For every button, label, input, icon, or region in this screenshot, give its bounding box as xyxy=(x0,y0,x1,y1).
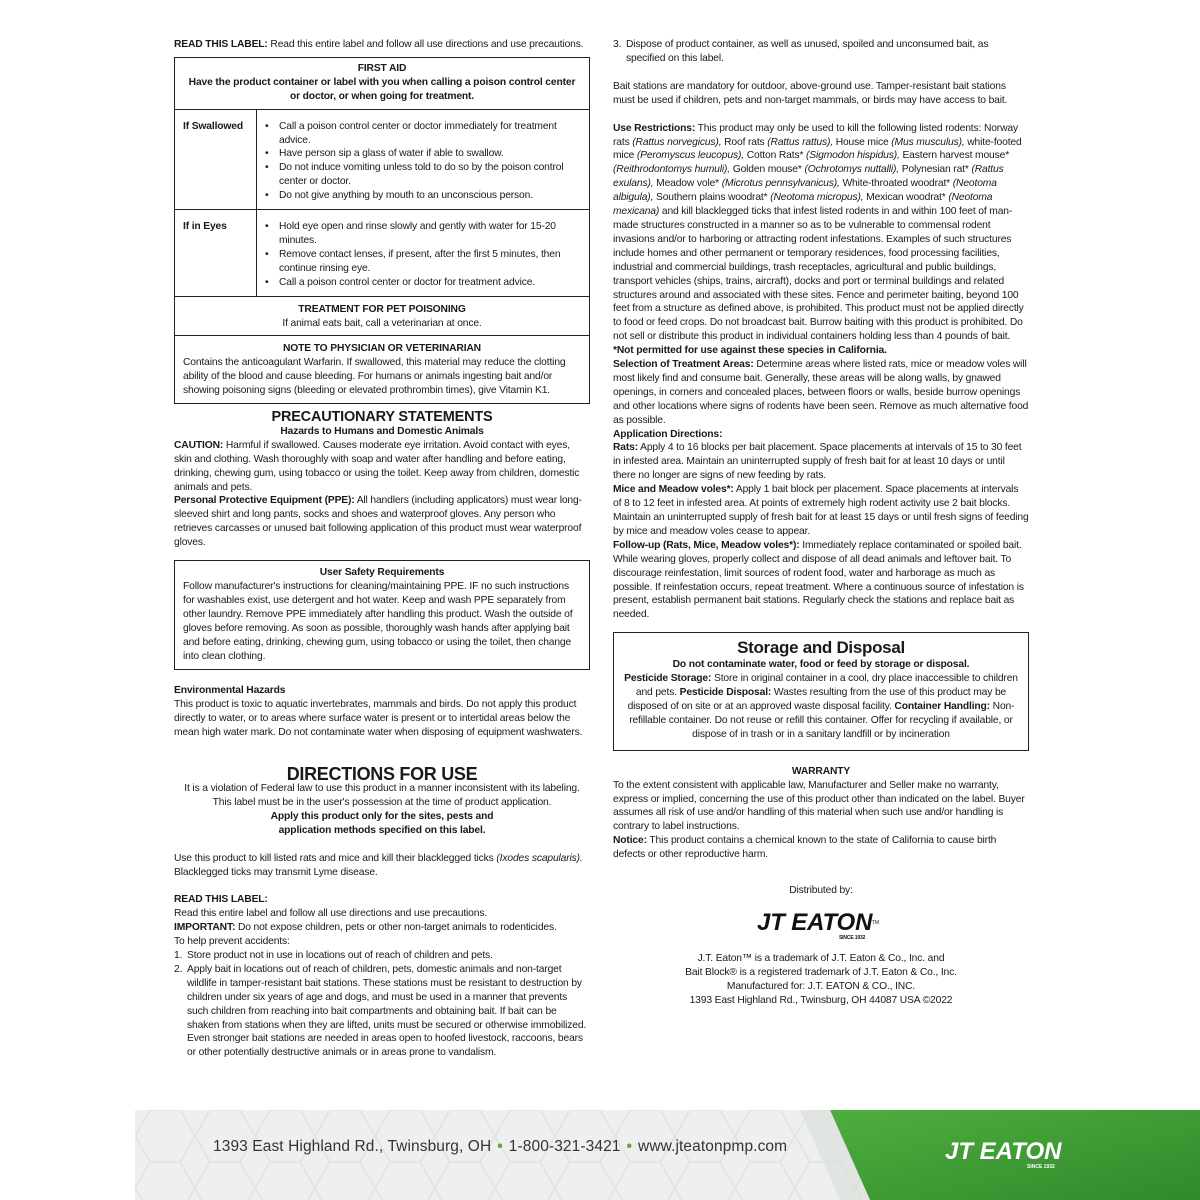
eyes-label: If in Eyes xyxy=(175,210,257,296)
env-hazards-text: This product is toxic to aquatic invertebrates, mammals and birds. Do not apply this product directly to water, or to areas where surface water is present or to intertidal areas below the mean high water mark. Do not contaminate water when disposing of equipment washwaters. xyxy=(174,699,583,739)
first-aid-title: FIRST AID xyxy=(357,62,407,74)
storage-disposal-title: Storage and Disposal xyxy=(737,638,905,658)
restriction-text: Cotton Rats* xyxy=(744,150,807,162)
list-item: 1. Store product not in use in locations out of reach of children and pets. xyxy=(174,950,493,962)
application-directions-heading: Application Directions: xyxy=(613,428,723,440)
list-item: • Call a poison control center or doctor immediately for treatment advice. xyxy=(263,120,581,148)
bullet-icon: • xyxy=(626,1138,633,1155)
first-aid-swallowed-row xyxy=(175,110,589,210)
restriction-text: This product may only be used to kill the following listed rodents: Norway rats xyxy=(613,122,1018,148)
footer-bar xyxy=(135,1110,1200,1200)
pet-poisoning-section xyxy=(175,297,589,337)
directions-title: DIRECTIONS FOR USE xyxy=(286,764,478,785)
restriction-text: Mexican woodrat* xyxy=(863,192,949,204)
important-paragraph: IMPORTANT: Do not expose children, pets or other non-target animals to rodenticides. xyxy=(174,922,557,934)
precautionary-title: PRECAUTIONARY STATEMENTS xyxy=(271,409,493,426)
species-name: (Microtus pennsylvanicus), xyxy=(721,178,840,190)
directions-bold-1: Apply this product only for the sites, pests and xyxy=(270,810,494,822)
directions-bold-2: application methods specified on this label. xyxy=(278,824,486,836)
use-paragraph: Use this product to kill listed rats and mice and kill their blacklegged ticks (Ixodes scapularis). Blacklegged ticks may transmit Lyme disease. xyxy=(174,852,583,878)
physician-note-title: NOTE TO PHYSICIAN OR VETERINARIAN xyxy=(283,343,481,355)
species-name: (Peromyscus leucopus), xyxy=(636,150,745,162)
jt-eaton-logo xyxy=(751,906,891,946)
species-name: (Mus musculus), xyxy=(891,136,965,148)
footer-phone[interactable]: 1-800-321-3421 xyxy=(508,1138,621,1155)
rats-paragraph: Rats: Apply 4 to 16 blocks per bait placement. Space placements at intervals of 15 to 30 feet in infested area. Maintain an uninterrupted supply of fresh bait for at least 10 days or until there no longer are signs of new feeding by rats. xyxy=(613,442,1022,482)
restriction-text: and kill blacklegged ticks that infest listed rodents in and within 100 feet of man-made structures constructed in a manner so as to be vulnerable to commensal rodent invasions and/or to harboring or attracting rodent infestations. Examples of such structures include homes and other permanent or temporary residences, food processing facilities, industrial and commercial buildings, trash receptacles, agricultural and public buildings, transport vehicles (ships, trains, aircraft), docks and port or terminal buildings and related structures around and associated with these sites. Fence and perimeter baiting, beyond 100 feet from a structure as defined above, is prohibited. This product must not be applied directly to food or feed crops. Do not broadcast bait. Burrow baiting with this product is prohibited. Do not sell or distribute this product in individual containers holding less than 4 pounds of bait. xyxy=(613,206,1024,343)
manufactured-for: Manufactured for: J.T. EATON & CO., INC. xyxy=(726,980,916,992)
warranty-title: WARRANTY xyxy=(791,765,851,777)
precautionary-subtitle: Hazards to Humans and Domestic Animals xyxy=(280,425,484,437)
prevent-accidents: To help prevent accidents: xyxy=(174,936,290,948)
restriction-text: Eastern harvest mouse* xyxy=(899,150,1010,162)
ppe-paragraph: Personal Protective Equipment (PPE): All handlers (including applicators) must wear long-sleeved shirt and long pants, socks and shoes and waterproof gloves. Any person who retrieves carcasses or unused bait following application of this product must wear waterproof gloves. xyxy=(174,495,582,549)
mice-paragraph: Mice and Meadow voles*: Apply 1 bait block per placement. Space placements at intervals of 8 to 12 feet in infested area. At points of extremely high rodent activity use 2 bait blocks. Maintain an uninterrupted supply of fresh bait for at least 15 days or until fresh signs of feeding by mice and meadow voles cease to appear. xyxy=(613,484,1029,537)
user-safety-box xyxy=(174,560,590,670)
footer-logo-wordmark: JT EATON xyxy=(945,1138,1062,1165)
restriction-text: Golden mouse* xyxy=(730,164,805,176)
species-name: (Rattus norvegicus), xyxy=(632,136,722,148)
accident-list xyxy=(174,949,590,1060)
restriction-text: House mice xyxy=(832,136,892,148)
first-aid-header xyxy=(175,58,589,110)
restriction-text: White-throated woodrat* xyxy=(839,178,953,190)
restriction-text: Southern plains woodrat* xyxy=(653,192,771,204)
physician-note-section xyxy=(175,336,589,403)
pet-poisoning-text: If animal eats bait, call a veterinarian at once. xyxy=(282,317,482,329)
footer-logo-since: SINCE 1932 xyxy=(1027,1164,1055,1170)
logo-wordmark: JT EATON xyxy=(757,908,873,936)
physician-note-text: Contains the anticoagulant Warfarin. If swallowed, this material may reduce the clotting ability of the blood and cause bleeding. For humans or animals ingesting bait and/or showing poisoning signs (bleeding or elevated prothrombin times), give Vitamin K1. xyxy=(183,357,566,397)
directions-line-1: It is a violation of Federal law to use this product in a manner inconsistent with its labeling. xyxy=(184,782,580,794)
restriction-text: Roof rats xyxy=(721,136,768,148)
distributed-by: Distributed by: xyxy=(789,885,853,897)
left-column xyxy=(174,38,590,1060)
footer-contact xyxy=(213,1138,787,1156)
selection-paragraph: Selection of Treatment Areas: Determine areas where listed rats, mice or meadow voles will most likely find and consume bait. Generally, these areas will be along walls, by gnawed openings, in corners and concealed places, between floors or walls, beside burrow openings and other locations where signs of rodents have been seen. Remove as much alternative food as possible. xyxy=(613,359,1029,426)
list-item: • Hold eye open and rinse slowly and gently with water for 15-20 minutes. xyxy=(263,220,581,248)
footer-address: 1393 East Highland Rd., Twinsburg, OH xyxy=(213,1138,492,1155)
storage-disposal-box xyxy=(613,632,1029,750)
species-name: (Rattus exulans), xyxy=(613,164,1004,190)
read-label-heading: READ THIS LABEL: xyxy=(174,894,268,906)
list-item: • Remove contact lenses, if present, after the first 5 minutes, then continue rinsing eye. xyxy=(263,248,581,276)
species-name: (Reithrodontomys humuli), xyxy=(613,164,730,176)
species-name: (Ochrotomys nuttalli), xyxy=(804,164,899,176)
trademark-line-1: J.T. Eaton™ is a trademark of J.T. Eaton & Co., Inc. and xyxy=(697,952,945,964)
footer-green-panel xyxy=(800,1110,1200,1200)
directions-line-2: This label must be in the user's possession at the time of product application. xyxy=(212,796,552,808)
user-safety-title: User Safety Requirements xyxy=(319,567,445,579)
pet-poisoning-title: TREATMENT FOR PET POISONING xyxy=(298,303,466,315)
caution-paragraph: CAUTION: Harmful if swallowed. Causes moderate eye irritation. Avoid contact with eyes, skin and clothing. Wash thoroughly with soap and water after handling and before eating, drinking, chewing gum, using tobacco or using the toilet. Keep away from children, domestic animals and pets. xyxy=(174,439,580,493)
notice-paragraph: Notice: This product contains a chemical known to the state of California to cause birth defects or other reproductive harm. xyxy=(613,835,997,861)
list-item: • Do not give anything by mouth to an unconscious person. xyxy=(263,189,581,203)
species-name: (Neotoma micropus), xyxy=(770,192,864,204)
bullet-icon: • xyxy=(497,1138,503,1155)
logo-since: SINCE 1932 xyxy=(839,934,866,941)
species-name: (Sigmodon hispidus), xyxy=(806,150,900,162)
right-column xyxy=(613,38,1029,1008)
california-note: *Not permitted for use against these species in California. xyxy=(613,345,887,357)
restriction-text: white-footed mice xyxy=(613,136,1022,162)
logo-tm: TM xyxy=(872,919,879,926)
read-label-text: Read this entire label and follow all use directions and use precautions. xyxy=(174,908,488,920)
storage-disposal-subtitle: Do not contaminate water, food or feed by storage or disposal. xyxy=(672,659,970,671)
manufacturer-address: 1393 East Highland Rd., Twinsburg, OH 44087 USA ©2022 xyxy=(689,994,953,1006)
trademark-line-2: Bait Block® is a registered trademark of J.T. Eaton & Co., Inc. xyxy=(685,966,957,978)
species-name: (Neotoma albigula), xyxy=(613,178,997,204)
accident-list-continued xyxy=(613,38,1029,66)
restriction-text: Polynesian rat* xyxy=(899,164,972,176)
env-hazards-title: Environmental Hazards xyxy=(174,685,286,697)
warranty-text: To the extent consistent with applicable law, Manufacturer and Seller make no warranty, express or implied, concerning the use of this product other than indicated on the label. Buyer assumes all risk of use and/or handling of this material when such use and/or handling is contrary to label instructions. xyxy=(613,779,1025,833)
follow-up-paragraph: Follow-up (Rats, Mice, Meadow voles*): Immediately replace contaminated or spoiled bait. While wearing gloves, properly collect and dispose of all dead animals and leftover bait. To discourage reinfestation, limit sources of rodent food, water and harborage as much as possible. If reinfestation occurs, repeat treatment. Where a continuous source of infestation is present, establish permanent bait stations. Regularly check the stations and replace bait as needed. xyxy=(613,539,1024,621)
species-name: (Rattus rattus), xyxy=(767,136,833,148)
read-label-intro: READ THIS LABEL: Read this entire label and follow all use directions and use precautions. xyxy=(174,39,584,50)
list-item: 3. Dispose of product container, as well as unused, spoiled and unconsumed bait, as specified on this label. xyxy=(613,39,989,64)
first-aid-box xyxy=(174,57,590,404)
first-aid-subtitle: Have the product container or label with you when calling a poison control center or doctor, or when going for treatment. xyxy=(188,76,576,102)
list-item: • Have person sip a glass of water if able to swallow. xyxy=(263,147,581,161)
list-item: • Call a poison control center or doctor for treatment advice. xyxy=(263,276,581,290)
restriction-text: Meadow vole* xyxy=(653,178,722,190)
storage-disposal-text: Pesticide Storage: Store in original container in a cool, dry place inaccessible to children and pets. Pesticide Disposal: Wastes resulting from the use of this product may be disposed of on site or at an approved waste disposal facility. Container Handling: Non-refillable container. Do not reuse or refill this container. Offer for recycling if available, or dispose of in trash or in a sanitary landfill or by incineration xyxy=(624,673,1018,740)
footer-website[interactable]: www.jteatonpmp.com xyxy=(638,1138,788,1155)
eyes-list xyxy=(263,220,581,290)
first-aid-eyes-row xyxy=(175,210,589,297)
user-safety-text: Follow manufacturer's instructions for cleaning/maintaining PPE. IF no such instructions for washables exist, use detergent and hot water. Keep and wash PPE separately from other laundry. Remove PPE immediately after handling this product. Wash the outside of gloves before removing. As soon as possible, thoroughly wash hands after applying bait and before eating, drinking, chewing gum, using tobacco or using the toilet, then change into clean clothing. xyxy=(183,581,573,662)
bait-stations-paragraph: Bait stations are mandatory for outdoor, above-ground use. Tamper-resistant bait stations must be used if children, pets and non-target mammals, or birds may have access to bait. xyxy=(613,80,1008,106)
species-name: (Neotoma mexicana) xyxy=(613,192,993,218)
list-item: 2. Apply bait in locations out of reach of children, pets, domestic animals and non-target wildlife in tamper-resistant bait stations. These stations must be resistant to destruction by children under six years of age and dogs, and must be used in a manner that prevents such children from reaching into bait compartments and obtaining bait. If bait can be shaken from stations when they are lifted, units must be secured or otherwise immobilized. Even stronger bait stations are needed in areas open to hoofed livestock, raccoons, bears or other potentially destructive animals or in areas prone to vandalism. xyxy=(174,963,587,1059)
use-restrictions-paragraph: Use Restrictions: This product may only be used to kill the following listed rodents: Norway rats (Rattus norvegicus), Roof rats (Rattus rattus), House mice (Mus musculus), white-footed mice (Peromyscus leucopus), Cotton Rats* (Sigmodon hispidus), Eastern harvest mouse* (Reithrodontomys humuli), Golden mouse* (Ochrotomys nuttalli), Polynesian rat* (Rattus exulans), Meadow vole* (Microtus pennsylvanicus), White-throated woodrat* (Neotoma albigula), Southern plains woodrat* (Neotoma micropus), Mexican woodrat* (Neotoma mexicana) and kill blacklegged ticks that infest listed rodents in and within 100 feet of man-made structures constructed in a manner so as to be vulnerable to commensal rodent invasions and/or to harboring or attracting rodent infestations. Examples of such structures include homes and other permanent or temporary residences, food processing facilities, industrial and commercial buildings, trash receptacles, agricultural and public buildings, transport vehicles (ships, trains, aircraft), docks and port or terminal buildings and related structures around and associated with these sites. Fence and perimeter baiting, beyond 100 feet from a structure as defined above, is prohibited. This product must not be applied directly to food or feed crops. Do not broadcast bait. Burrow baiting with this product is prohibited. Do not sell or distribute this product in individual containers holding less than 4 pounds of bait. xyxy=(613,122,1024,343)
swallowed-list xyxy=(263,120,581,203)
swallowed-label: If Swallowed xyxy=(175,110,257,209)
list-item: • Do not induce vomiting unless told to do so by the poison control center or doctor. xyxy=(263,161,581,189)
